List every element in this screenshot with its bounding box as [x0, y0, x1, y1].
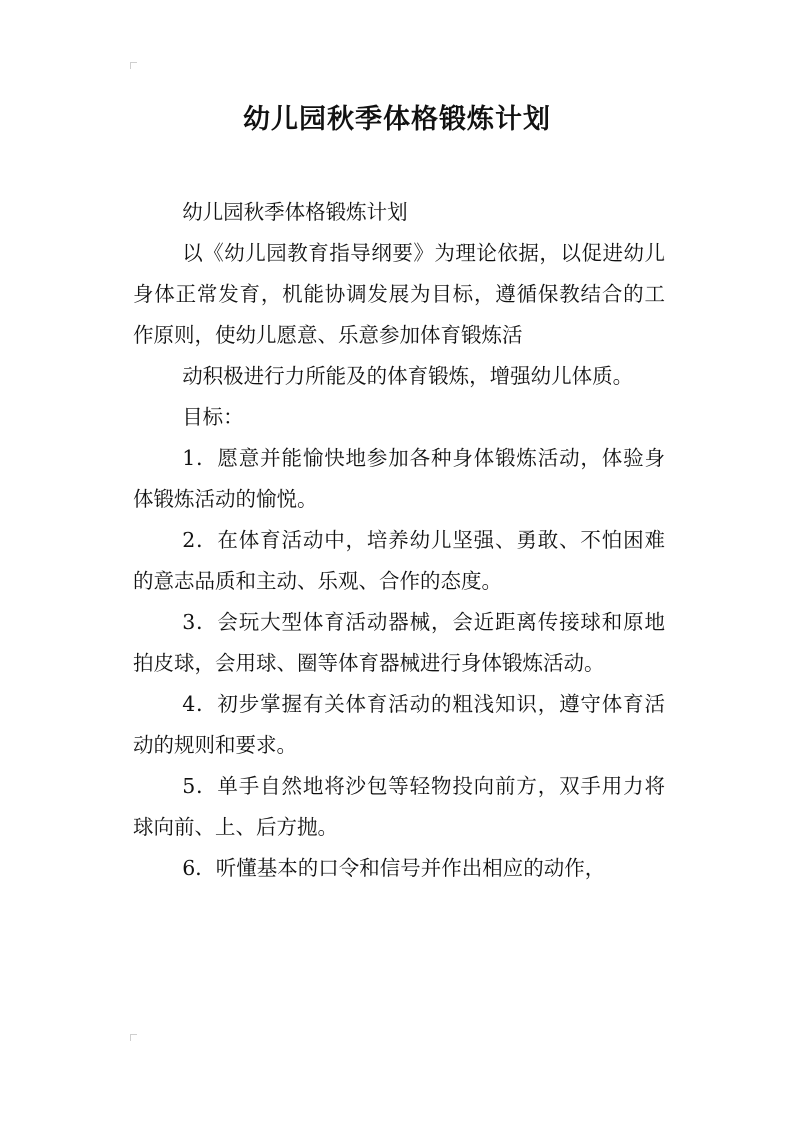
document-title: 幼儿园秋季体格锻炼计划 — [243, 104, 551, 135]
paragraph-goal-5: 5．单手自然地将沙包等轻物投向前方，双手用力将球向前、上、后方抛。 — [133, 774, 665, 839]
document-body — [133, 192, 665, 889]
paragraph-goal-1: 1．愿意并能愉快地参加各种身体锻炼活动，体验身体锻炼活动的愉悦。 — [133, 446, 665, 511]
crop-mark-bottom-left — [130, 1034, 137, 1041]
crop-mark-top-left — [130, 62, 137, 69]
paragraph-goals-heading: 目标： — [182, 405, 244, 429]
paragraph-goal-4: 4．初步掌握有关体育活动的粗浅知识，遵守体育活动的规则和要求。 — [133, 692, 665, 757]
paragraph-goal-3: 3．会玩大型体育活动器械，会近距离传接球和原地拍皮球，会用球、圈等体育器械进行身体锻炼活动。 — [133, 610, 665, 675]
paragraph-intro: 以《幼儿园教育指导纲要》为理论依据，以促进幼儿身体正常发育，机能协调发展为目标，遵循保教结合的工作原则，使幼儿愿意、乐意参加体育锻炼活 — [133, 241, 665, 347]
paragraph-goal-2: 2．在体育活动中，培养幼儿坚强、勇敢、不怕困难的意志品质和主动、乐观、合作的态度。 — [133, 528, 665, 593]
paragraph-subtitle: 幼儿园秋季体格锻炼计划 — [182, 200, 408, 224]
paragraph-intro-continued: 动积极进行力所能及的体育锻炼，增强幼儿体质。 — [182, 364, 634, 388]
paragraph-goal-6: 6．听懂基本的口令和信号并作出相应的动作， — [182, 856, 606, 880]
